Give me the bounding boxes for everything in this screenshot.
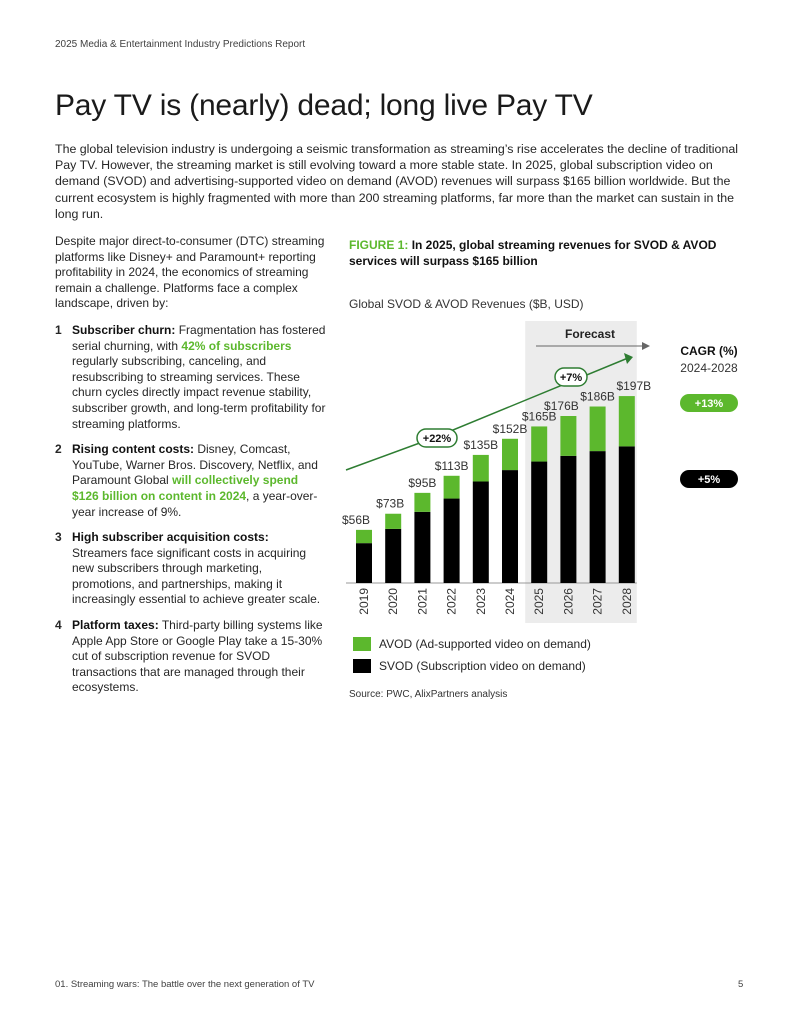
challenge-list xyxy=(55,323,327,696)
bar-total-label: $113B xyxy=(434,458,469,473)
bar-total-label: $186B xyxy=(580,389,615,404)
cagr-avod-label: +13% xyxy=(694,398,724,410)
list-highlight: will collectively spend $126 billion on content in 2024 xyxy=(72,473,299,503)
bar-svod xyxy=(502,470,518,583)
legend-swatch-svod xyxy=(353,659,371,673)
list-text: Third-party billing systems like Apple App Store or Google Play take a 15-30% cut of subscription revenue for SVOD transactions that are managed through their ecosystems. xyxy=(72,618,323,695)
legend-item-svod xyxy=(353,658,591,674)
bar-avod xyxy=(356,530,372,543)
list-text: Fragmentation has fostered serial churning, with xyxy=(72,322,326,353)
bar-total-label: $56B xyxy=(341,512,371,527)
forecast-label: Forecast xyxy=(564,327,616,341)
bar-svod xyxy=(619,446,635,583)
bar-svod xyxy=(414,512,430,583)
cagr-svod-label: +5% xyxy=(697,474,721,486)
bar-avod xyxy=(531,426,547,461)
bar-svod xyxy=(531,462,547,583)
list-item xyxy=(55,530,327,608)
list-lead: High subscriber acquisition costs: xyxy=(72,530,269,545)
bar-total-label: $176B xyxy=(544,399,579,414)
bar-avod xyxy=(590,407,606,452)
revenue-chart xyxy=(340,315,760,633)
list-item xyxy=(55,323,327,432)
bar-svod xyxy=(560,456,576,583)
left-column xyxy=(55,234,327,706)
report-header: 2025 Media & Entertainment Industry Predictions Report xyxy=(55,39,306,50)
bar-total-label: $197B xyxy=(616,379,652,394)
x-tick-label: 2021 xyxy=(415,588,430,615)
bar-avod xyxy=(414,493,430,512)
legend-label-avod: AVOD (Ad-supported video on demand) xyxy=(379,637,591,651)
legend-item-avod xyxy=(353,636,591,652)
left-intro: Despite major direct-to-consumer (DTC) streaming platforms like Disney+ and Paramount+ reporting profitability in 2024, the economics of streaming remain a challenge. Platforms face a complex landscape, driven by: xyxy=(55,234,325,311)
x-tick-label: 2025 xyxy=(532,588,547,615)
list-highlight: 42% of subscribers xyxy=(181,338,292,353)
list-item xyxy=(55,442,327,520)
page-number: 5 xyxy=(738,979,744,990)
list-number: 1 xyxy=(55,322,62,337)
list-number: 4 xyxy=(55,618,62,633)
list-text: , a year-over-year increase of 9%. xyxy=(72,488,318,519)
bar-total-label: $165B xyxy=(521,409,557,424)
list-text: regularly subscribing, canceling, and resubscribing to streaming services. These churn cycles directly impact revenue stability, subscriber growth, and long-term profitability for streaming platforms. xyxy=(72,354,326,431)
legend-swatch-avod xyxy=(353,637,371,651)
bar-avod xyxy=(502,439,518,470)
x-tick-label: 2023 xyxy=(473,588,488,615)
page-title: Pay TV is (nearly) dead; long live Pay TV xyxy=(55,89,593,122)
bar-total-label: $95B xyxy=(408,475,437,490)
figure-caption-text: In 2025, global streaming revenues for SVOD & AVOD services will surpass $165 billion xyxy=(349,238,717,268)
bar-avod xyxy=(444,476,460,499)
growth-2024-2028-label: +7% xyxy=(559,372,583,384)
forecast-arrowhead xyxy=(642,342,650,350)
x-tick-label: 2024 xyxy=(503,588,517,615)
chart-title: Global SVOD & AVOD Revenues ($B, USD) xyxy=(349,297,584,311)
list-item xyxy=(55,618,327,696)
cagr-period: 2024-2028 xyxy=(680,361,738,375)
cagr-title: CAGR (%) xyxy=(680,344,738,358)
list-text: Disney, Comcast, YouTube, Warner Bros. Discovery, Netflix, and Paramount Global xyxy=(72,442,318,488)
bar-svod xyxy=(356,543,372,583)
bar-svod xyxy=(444,499,460,583)
list-lead: Subscriber churn: xyxy=(72,322,176,337)
list-number: 2 xyxy=(55,442,62,457)
figure-caption xyxy=(349,237,749,269)
growth-2019-2024-label: +22% xyxy=(422,433,452,445)
chart-source: Source: PWC, AlixPartners analysis xyxy=(349,689,508,700)
chart-legend xyxy=(353,636,591,680)
intro-paragraph: The global television industry is undergoing a seismic transformation as streaming’s rise accelerates the decline of traditional Pay TV. However, the streaming market is still evolving toward a more stable state. In 2025, global subscription video on demand (SVOD) and advertising-supported video on demand (AVOD) revenues will surpass $165 billion worldwide. But the current ecosystem is highly fragmented with more than 200 streaming platforms, far more than the market can sustain in the long run. xyxy=(55,142,738,221)
x-tick-label: 2026 xyxy=(561,588,576,615)
list-text: Streamers face significant costs in acquiring new subscribers through marketing, promotions, and partnerships, making it increasingly essential to achieve greater scale. xyxy=(72,545,321,607)
bar-svod xyxy=(473,481,489,583)
list-number: 3 xyxy=(55,530,62,545)
bar-svod xyxy=(385,529,401,583)
bar-svod xyxy=(590,451,606,583)
x-tick-label: 2019 xyxy=(357,588,371,615)
x-tick-label: 2028 xyxy=(619,588,634,615)
bar-avod xyxy=(619,396,635,446)
x-tick-label: 2027 xyxy=(590,588,605,615)
bar-avod xyxy=(473,455,489,482)
bar-total-label: $135B xyxy=(463,437,499,452)
bar-avod xyxy=(385,514,401,529)
x-tick-label: 2020 xyxy=(386,588,401,615)
footer-text: 01. Streaming wars: The battle over the next generation of TV xyxy=(55,979,315,990)
list-lead: Platform taxes: xyxy=(72,618,159,633)
legend-label-svod: SVOD (Subscription video on demand) xyxy=(379,659,586,673)
bar-avod xyxy=(560,416,576,456)
bar-total-label: $152B xyxy=(492,421,528,436)
list-lead: Rising content costs: xyxy=(72,442,195,457)
x-tick-label: 2022 xyxy=(444,588,459,615)
bar-total-label: $73B xyxy=(376,496,405,511)
figure-label: FIGURE 1: xyxy=(349,238,409,252)
